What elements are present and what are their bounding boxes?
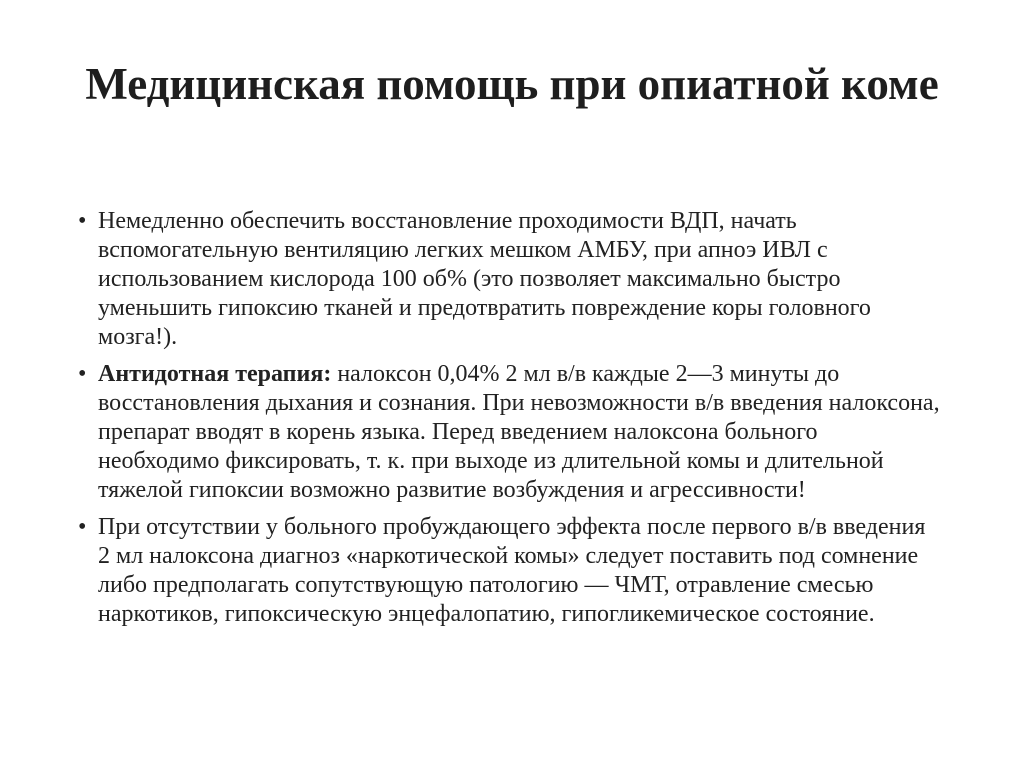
bullet-text: налоксон 0,04% 2 мл в/в каждые 2—3 минуты до восстановления дыхания и сознания. При невозможности в/в введения налоксона, препарат вводят в корень языка. Перед введением налоксона больного необходимо фиксировать, т. к. при выходе из длительной комы и длительной тяжелой гипоксии возможно развитие возбуждения и агрессивности! (98, 361, 940, 503)
bullet-text: При отсутствии у больного пробуждающего эффекта после первого в/в введения 2 мл налоксона диагноз «наркотической комы» следует поставить под сомнение либо предполагать сопутствующую патологию — ЧМТ, отравление смесью наркотиков, гипоксическую энцефалопатию, гипогликемическое состояние. (98, 514, 926, 627)
bullet-item (78, 207, 940, 352)
bullet-item (78, 513, 940, 629)
bullet-list (78, 207, 940, 637)
bullet-icon: • (78, 514, 87, 540)
bullet-icon: • (78, 361, 87, 387)
bullet-icon: • (78, 208, 87, 234)
bullet-text: Немедленно обеспечить восстановление проходимости ВДП, начать вспомогательную вентиляцию легких мешком АМБУ, при апноэ ИВЛ с использованием кислорода 100 об% (это позволяет максимально быстро уменьшить гипоксию тканей и предотвратить повреждение коры головного мозга!). (98, 208, 871, 350)
slide-title: Медицинская помощь при опиатной коме (85, 59, 939, 109)
bullet-item (78, 360, 940, 505)
bullet-bold-lead: Антидотная терапия: (98, 361, 332, 387)
